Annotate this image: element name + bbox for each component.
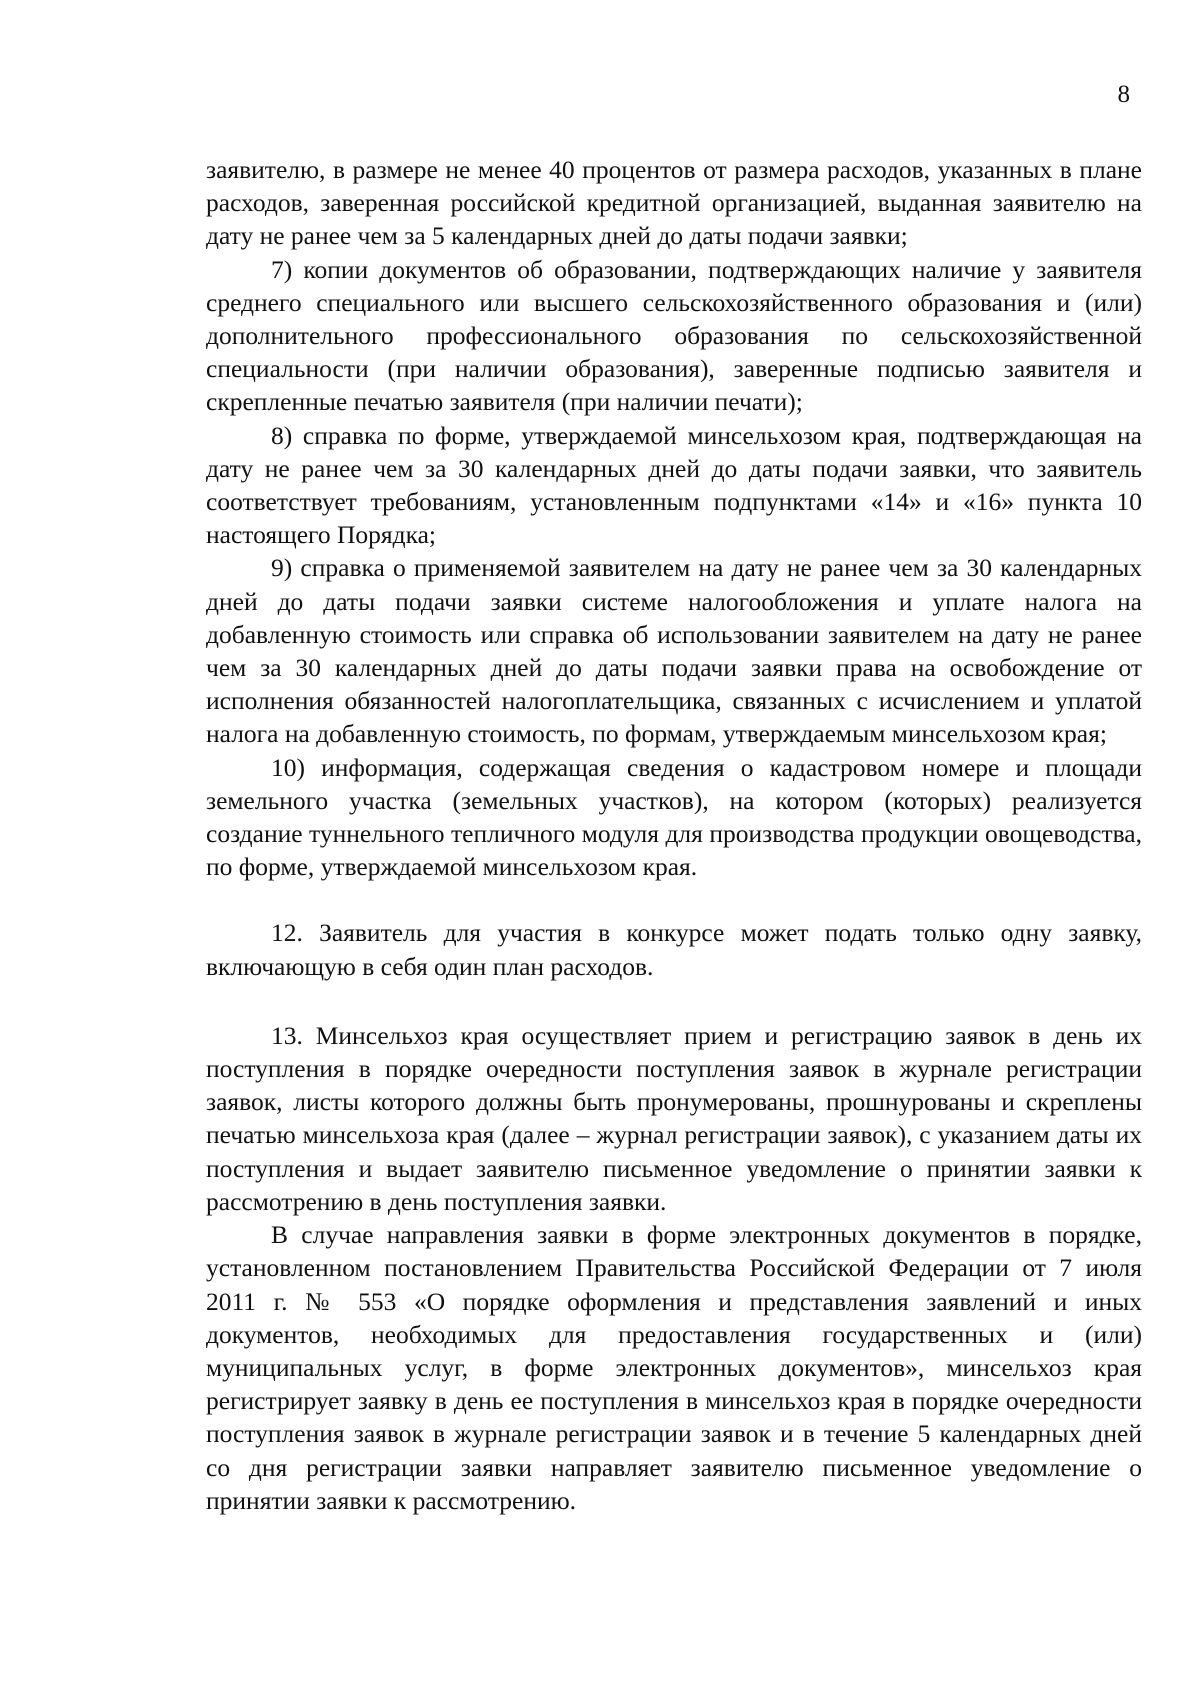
document-body [206,153,1142,1517]
paragraph-item-10: 10) информация, содержащая сведения о кадастровом номере и площади земельного участка (земельных участков), на котором (которых) реализуется создание туннельного тепличного модуля для производства продукции овощеводства, по форме, утверждаемой минсельхозом края. [206,752,1142,882]
paragraph-item-7: 7) копии документов об образовании, подтверждающих наличие у заявителя среднего специального или высшего сельскохозяйственного образования и (или) дополнительного профессионального образования по сельскохозяйственной специальности (при наличии образования), заверенные подписью заявителя и скрепленные печатью заявителя (при наличии печати); [206,254,1142,417]
paragraph-item-8: 8) справка по форме, утверждаемой минсельхозом края, подтверждающая на дату не ранее чем за 30 календарных дней до даты подачи заявки, что заявитель соответствует требованиям, установленным подпунктами «14» и «16» пункта 10 настоящего Порядка; [206,420,1142,550]
page-number: 8 [1117,81,1130,108]
paragraph-item-9: 9) справка о применяемой заявителем на дату не ранее чем за 30 календарных дней до даты подачи заявки системе налогообложения и уплате налога на добавленную стоимость или справка об использовании заявителем на дату не ранее чем за 30 календарных дней до даты подачи заявки права на освобождение от исполнения обязанностей налогоплательщика, связанных с исчислением и уплатой налога на добавленную стоимость, по формам, утверждаемым минсельхозом края; [206,553,1142,749]
paragraph-continuation: заявителю, в размере не менее 40 процентов от размера расходов, указанных в плане расходов, заверенная российской кредитной организацией, выданная заявителю на дату не ранее чем за 5 календарных дней до даты подачи заявки; [206,155,1142,251]
paragraph-clause-13: 13. Минсельхоз края осуществляет прием и регистрацию заявок в день их поступления в порядке очередности поступления заявок в журнале регистрации заявок, листы которого должны быть пронумерованы, прошнурованы и скреплены печатью минсельхоза края (далее – журнал регистрации заявок), с указанием даты их поступления и выдает заявителю письменное уведомление о принятии заявки к рассмотрению в день поступления заявки. [206,1020,1142,1216]
paragraph-electronic-submission: В случае направления заявки в форме электронных документов в порядке, установленном постановлением Правительства Российской Федерации от 7 июля 2011 г. № 553 «О порядке оформления и представления заявлений и иных документов, необходимых для предоставления государственных и (или) муниципальных услуг, в форме электронных документов», минсельхоз края регистрирует заявку в день ее поступления в минсельхоз края в порядке очередности поступления заявок в журнале регистрации заявок и в течение 5 календарных дней со дня регистрации заявки направляет заявителю письменное уведомление о принятии заявки к рассмотрению. [206,1220,1142,1515]
paragraph-clause-12: 12. Заявитель для участия в конкурсе может подать только одну заявку, включающую в себя один план расходов. [206,918,1142,981]
